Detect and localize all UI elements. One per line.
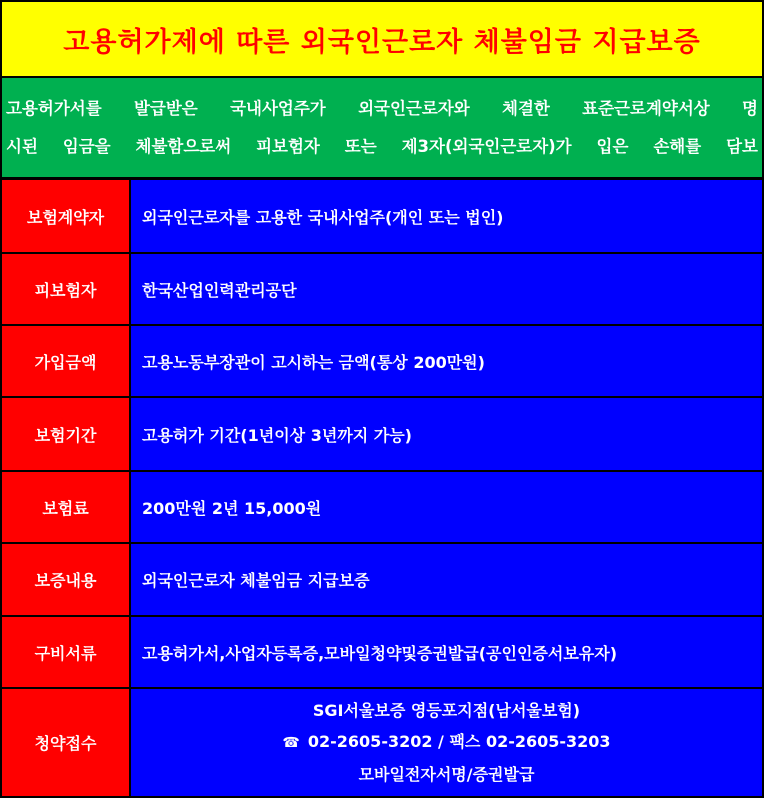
row-value: 한국산업인력관리공단 (131, 254, 762, 324)
row-label: 보험계약자 (2, 180, 129, 252)
intro-description (2, 78, 762, 177)
row-label: 구비서류 (2, 617, 129, 687)
branch-name: SGI서울보증 영등포지점(남서울보험) (312, 701, 581, 720)
row-policyholder (2, 180, 762, 252)
row-value: 200만원 2년 15,000원 (131, 472, 762, 542)
row-value: 고용허가서,사업자등록증,모바일청약및증권발급(공인인증서보유자) (131, 617, 762, 687)
row-guarantee-content (2, 544, 762, 615)
contact-info (131, 689, 762, 796)
row-label: 보험료 (2, 472, 129, 542)
phone-fax-numbers: 02-2605-3202 / 팩스 02-2605-3203 (307, 732, 611, 751)
row-insurance-period (2, 398, 762, 470)
row-value: 외국인근로자를 고용한 국내사업주(개인 또는 법인) (131, 180, 762, 252)
phone-icon: ☎ (282, 735, 300, 751)
row-label: 가입금액 (2, 326, 129, 396)
row-label: 보험기간 (2, 398, 129, 470)
intro-line-1: 고용허가서를 발급받은 국내사업주가 외국인근로자와 체결한 표준근로계약서상 명 (6, 98, 758, 118)
row-value: 외국인근로자 체불임금 지급보증 (131, 544, 762, 615)
row-coverage-amount (2, 326, 762, 396)
page-title: 고용허가제에 따른 외국인근로자 체불임금 지급보증 (2, 2, 762, 76)
row-required-documents (2, 617, 762, 687)
row-premium (2, 472, 762, 542)
phone-fax (282, 726, 610, 759)
row-value: 고용노동부장관이 고시하는 금액(통상 200만원) (131, 326, 762, 396)
row-label: 청약접수 (2, 689, 129, 796)
mobile-issuance: 모바일전자서명/증권발급 (358, 765, 535, 784)
row-label: 피보험자 (2, 254, 129, 324)
row-insured (2, 254, 762, 324)
row-value: 고용허가 기간(1년이상 3년까지 가능) (131, 398, 762, 470)
row-label: 보증내용 (2, 544, 129, 615)
intro-line-2: 시된 임금을 체불함으로써 피보험자 또는 제3자(외국인근로자)가 입은 손해를 담보 (6, 136, 758, 156)
row-application (2, 689, 762, 796)
